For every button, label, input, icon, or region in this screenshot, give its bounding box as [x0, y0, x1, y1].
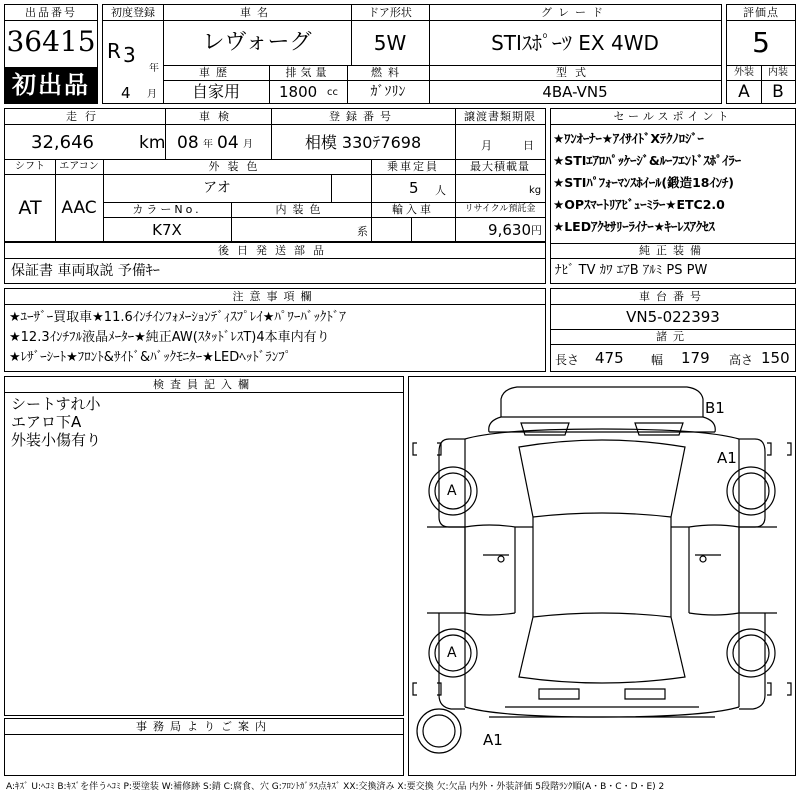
- inspector-line: シートすれ小: [11, 395, 101, 413]
- car-diagram: [409, 377, 795, 775]
- exterior-color-value: アオ: [203, 180, 231, 196]
- notes-box: [4, 288, 546, 372]
- shift-value: AT: [18, 197, 42, 219]
- plate-value: 相模 330ﾃ7698: [304, 133, 422, 152]
- recycle-unit: 円: [531, 224, 542, 237]
- width-value: 179: [681, 349, 710, 367]
- height-label: 高さ: [729, 353, 754, 367]
- interior-score-label: 内装: [768, 67, 788, 78]
- color-no-value: K7X: [152, 221, 182, 239]
- width-label: 幅: [651, 353, 664, 367]
- capacity-label: 乗車定員: [387, 160, 439, 173]
- recycle-value: 9,630: [488, 221, 531, 239]
- chassis-value: VN5-022393: [626, 308, 720, 326]
- exterior-score-value: A: [738, 82, 750, 102]
- max-load-unit: kg: [529, 185, 542, 196]
- sales-points-label: セールスポイント: [551, 109, 795, 125]
- history-label: 車歴: [199, 66, 233, 79]
- damage-mark-a-left-rear: A: [447, 645, 457, 661]
- aircon-label: エアコン: [59, 161, 99, 172]
- transfer-day-unit: 日: [523, 139, 534, 152]
- damage-mark-a-left-front: A: [447, 483, 457, 499]
- office-label: 事務局よりご案内: [5, 719, 403, 735]
- later-parts-value: 保証書 車両取説 予備ｷｰ: [11, 263, 160, 279]
- registration-month: 4: [121, 84, 131, 102]
- main-info-box: [102, 4, 722, 104]
- model-value: 4BA-VN5: [542, 83, 608, 101]
- color-no-label: カラーNo.: [132, 203, 202, 216]
- chassis-box: [550, 288, 796, 372]
- lot-number: 36415: [6, 25, 96, 58]
- capacity-unit: 人: [435, 184, 446, 197]
- registration-year-unit: 年: [149, 63, 159, 74]
- sales-point-line: ★STIﾊﾟﾌｫｰﾏﾝｽﾎｲｰﾙ(鍛造18ｲﾝﾁ): [553, 175, 734, 190]
- aircon-value: AAC: [61, 198, 97, 218]
- mileage-label: 走行: [66, 110, 104, 123]
- damage-legend: A:ｷｽﾞ U:ﾍｺﾐ B:ｷｽﾞを伴うﾍｺﾐ P:要塗装 W:補修跡 S:錆 C:腐食、穴 G:ﾌﾛﾝﾄｶﾞﾗｽ点ｷｽﾞ XX:交換済み X:要交換 欠:欠品 内外・外装評価 5段階ﾗﾝｸ順(A・B・C・D・E) 2: [6, 782, 665, 792]
- displacement-label: 排気量: [285, 66, 331, 79]
- fuel-value: ｶﾞｿﾘﾝ: [370, 84, 406, 100]
- mileage-value: 32,646: [31, 132, 94, 153]
- damage-mark-a1-bottom: A1: [483, 731, 503, 749]
- damage-mark-b1: B1: [705, 399, 725, 417]
- first-listing-badge: 初出品: [5, 67, 97, 103]
- interior-color-label: 内装色: [275, 203, 327, 216]
- interior-score-value: B: [772, 82, 784, 102]
- registration-month-unit: 月: [147, 89, 157, 100]
- import-label: 輸入車: [392, 203, 434, 216]
- inspection-month: 04: [217, 133, 239, 153]
- model-label: 型式: [556, 66, 594, 79]
- damage-diagram-box: [408, 376, 796, 776]
- note-line: ★ﾚｻﾞｰｼｰﾄ★ﾌﾛﾝﾄ&ｻｲﾄﾞ&ﾊﾞｯｸﾓﾆﾀｰ★LEDﾍｯﾄﾞﾗﾝﾌﾟ: [9, 350, 292, 365]
- max-load-label: 最大積載量: [470, 160, 530, 173]
- displacement-value: 1800: [279, 83, 318, 101]
- sales-point-line: ★STIｴｱﾛﾊﾟｯｹｰｼﾞ&ﾙｰﾌｴﾝﾄﾞｽﾎﾟｲﾗｰ: [553, 153, 742, 168]
- lot-label: 出品番号: [5, 5, 97, 21]
- plate-label: 登録番号: [329, 110, 397, 123]
- score-value: 5: [752, 26, 770, 59]
- door-value: 5W: [373, 31, 407, 55]
- grade-label: グレード: [541, 6, 609, 19]
- exterior-score-label: 外装: [734, 67, 754, 78]
- height-value: 150: [761, 349, 790, 367]
- recycle-label: リサイクル預託金: [464, 204, 536, 214]
- registration-label: 初度登録: [111, 6, 155, 19]
- later-parts-box: [4, 242, 546, 284]
- length-value: 475: [595, 349, 624, 367]
- interior-color-unit: 系: [357, 225, 368, 238]
- inspection-month-unit: 月: [243, 139, 253, 150]
- score-box: [726, 4, 796, 104]
- door-label: ドア形状: [368, 6, 412, 19]
- sales-point-line: ★OPｽﾏｰﾄﾘｱﾋﾞｭｰﾐﾗｰ★ETC2.0: [553, 197, 725, 212]
- transfer-month-unit: 月: [481, 139, 492, 152]
- inspector-line: 外装小傷有り: [11, 431, 102, 449]
- inspection-label: 車検: [199, 110, 237, 123]
- equipment-label: 純正装備: [551, 243, 795, 259]
- transfer-label: 譲渡書類期限: [464, 110, 536, 123]
- fuel-label: 燃料: [371, 66, 405, 79]
- sales-point-line: ★ﾜﾝｵｰﾅｰ★ｱｲｻｲﾄﾞXﾃｸﾉﾛｼﾞｰ: [553, 131, 704, 146]
- dimensions-label: 諸元: [551, 329, 795, 345]
- note-line: ★ﾕｰｻﾞｰ買取車★11.6ｲﾝﾁｲﾝﾌｫﾒｰｼｮﾝﾃﾞｨｽﾌﾟﾚｲ★ﾊﾟﾜｰﾊﾞｯｸﾄﾞｱ: [9, 310, 346, 325]
- sales-points-box: [550, 108, 796, 284]
- car-name-label: 車名: [240, 6, 274, 19]
- office-box: [4, 718, 404, 776]
- notes-label: 注意事項欄: [5, 289, 545, 305]
- inspection-year-unit: 年: [203, 139, 213, 150]
- displacement-unit: cc: [327, 87, 338, 98]
- equipment-value: ﾅﾋﾞ TV ｶﾜ ｴｱB ｱﾙﾐ PS PW: [555, 263, 708, 278]
- capacity-value: 5: [409, 179, 419, 197]
- inspection-year: 08: [177, 133, 199, 153]
- details-box: [4, 108, 546, 242]
- damage-mark-a1-top: A1: [717, 449, 737, 467]
- registration-era: R: [107, 39, 121, 63]
- registration-year: 3: [123, 43, 136, 67]
- shift-label: シフト: [15, 161, 45, 172]
- inspector-line: エアロ下A: [11, 413, 82, 431]
- score-label: 評価点: [727, 5, 795, 21]
- mileage-unit: km: [139, 133, 166, 153]
- car-name-value: レヴォーグ: [202, 30, 312, 55]
- lot-box: [4, 4, 98, 104]
- note-line: ★12.3ｲﾝﾁﾌﾙ液晶ﾒｰﾀｰ★純正AW(ｽﾀｯﾄﾞﾚｽT)4本車内有り: [9, 330, 330, 345]
- grade-value: STIｽﾎﾟｰﾂ EX 4WD: [491, 31, 659, 55]
- length-label: 長さ: [555, 353, 580, 367]
- history-value: 自家用: [191, 82, 240, 101]
- sales-point-line: ★LEDｱｸｾｻﾘｰﾗｲﾅｰ★ｷｰﾚｽｱｸｾｽ: [553, 219, 715, 234]
- chassis-label: 車台番号: [551, 289, 795, 305]
- later-parts-label: 後日発送部品: [5, 243, 545, 259]
- inspector-label: 検査員記入欄: [5, 377, 403, 393]
- exterior-color-label: 外装色: [208, 160, 266, 173]
- inspector-box: [4, 376, 404, 716]
